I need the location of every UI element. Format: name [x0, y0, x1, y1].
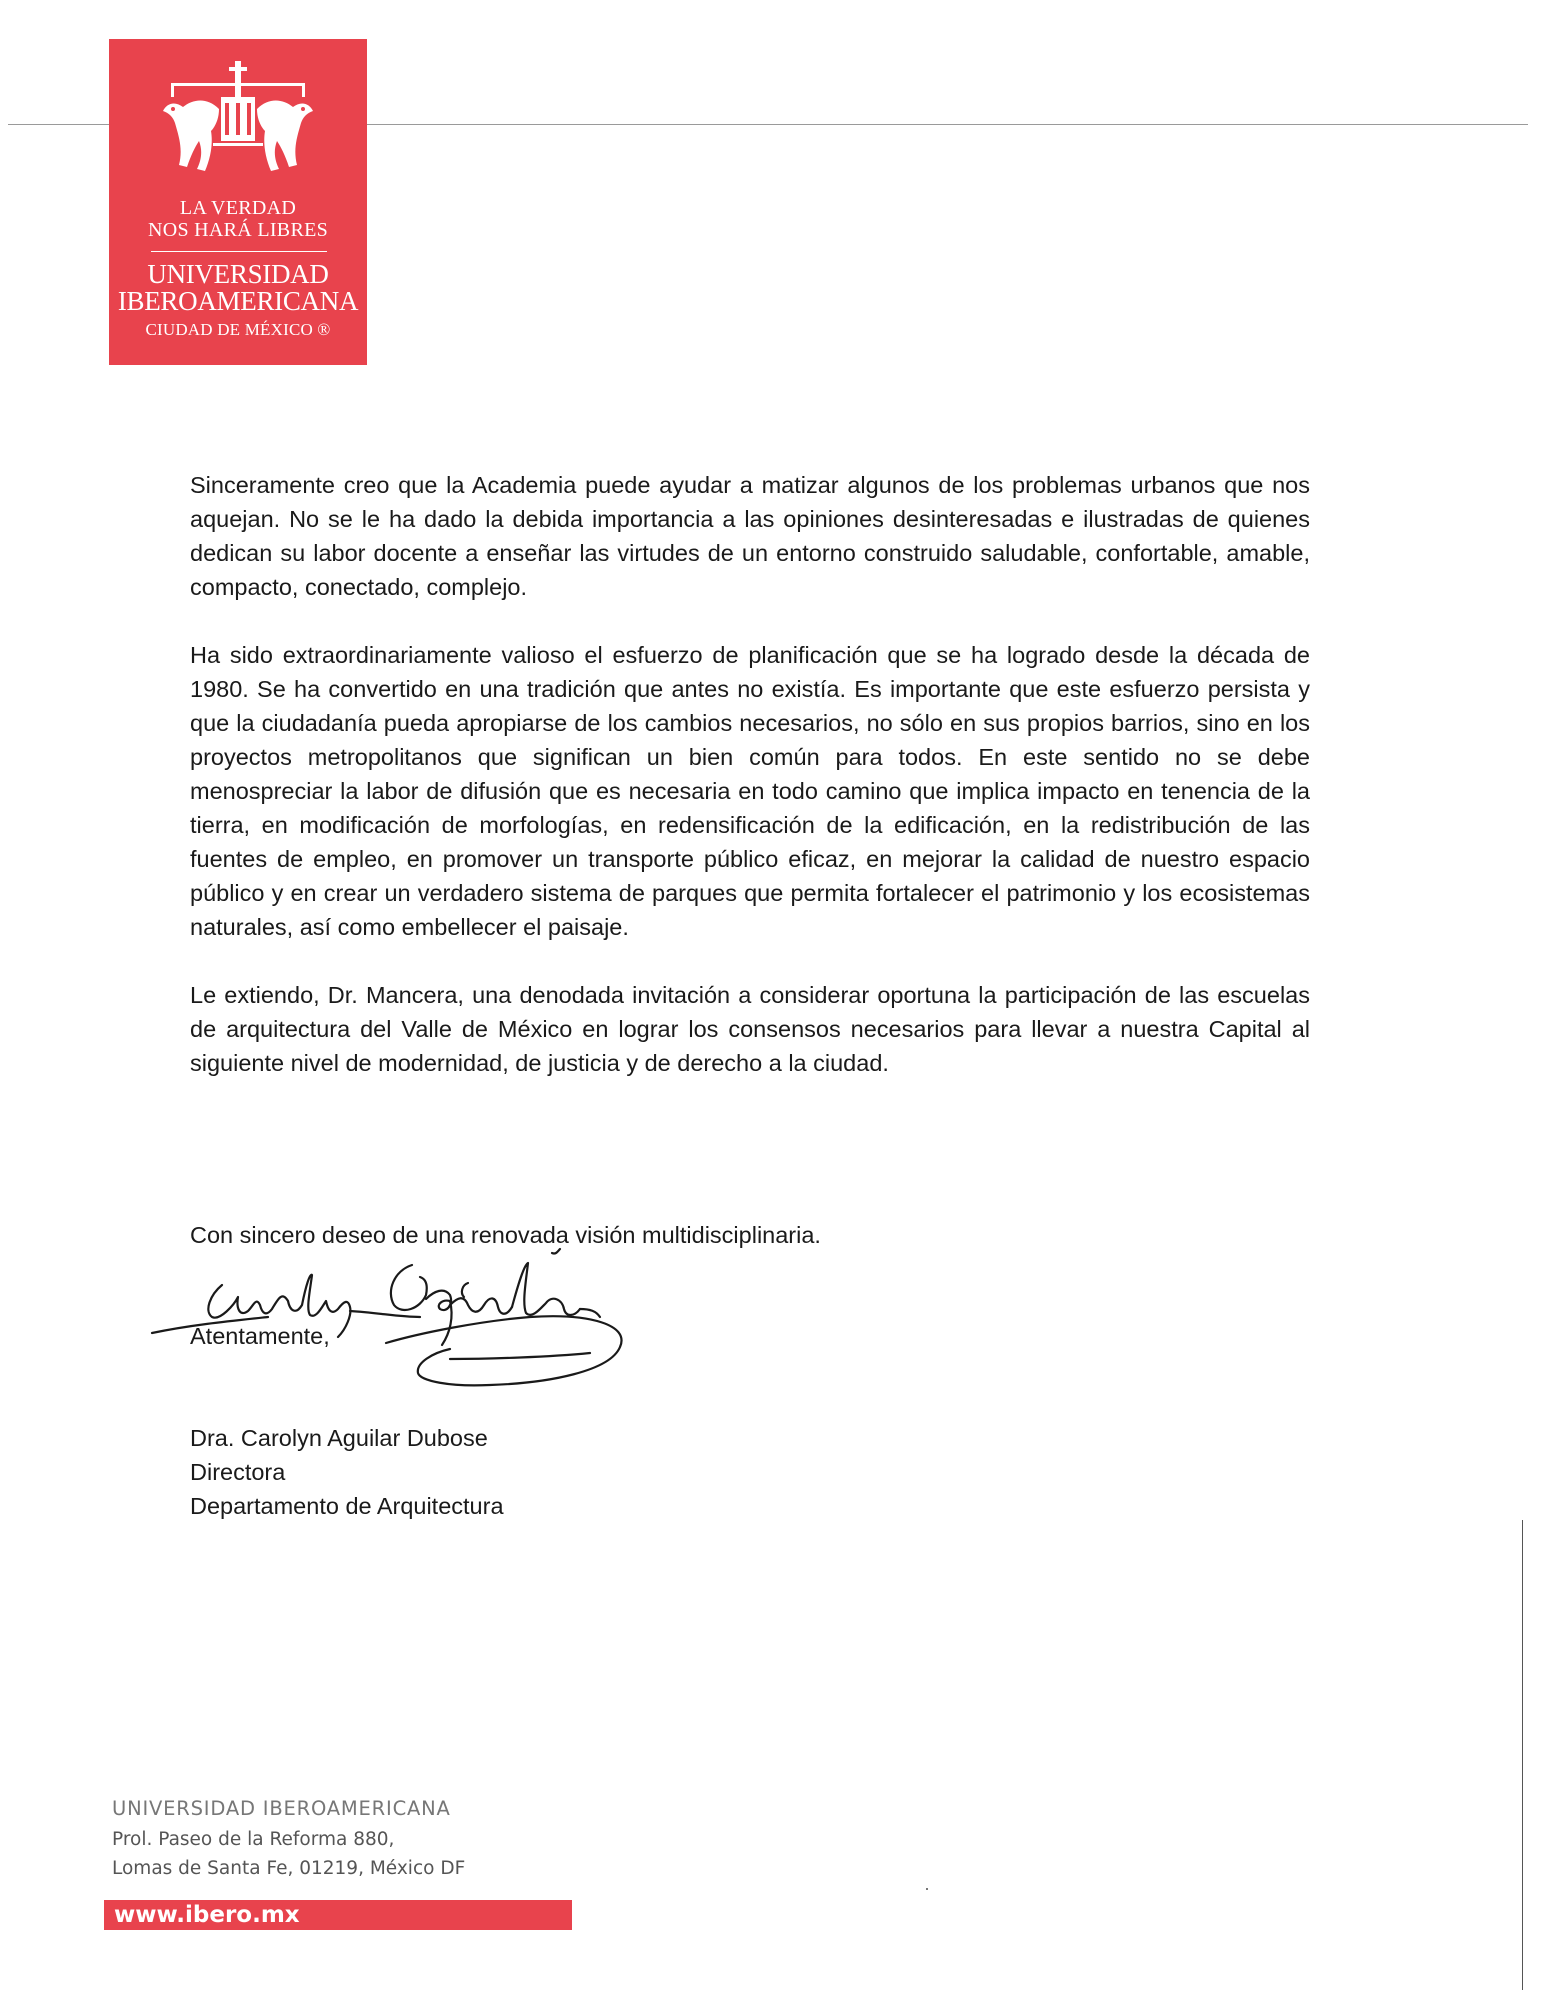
footer-address-line1: Prol. Paseo de la Reforma 880, — [112, 1829, 395, 1850]
footer-website-link[interactable]: www.ibero.mx — [104, 1900, 572, 1930]
footer-address-line2: Lomas de Santa Fe, 01219, México DF — [112, 1858, 466, 1879]
logo-motto-line1: LA VERDAD — [179, 197, 297, 219]
scan-speck — [926, 1888, 928, 1890]
footer-institution: UNIVERSIDAD IBEROAMERICANA — [112, 1797, 451, 1820]
salutation: Atentamente, — [190, 1323, 330, 1349]
closing-wish: Con sincero deseo de una renovada visión multidisciplinaria. — [190, 1222, 821, 1248]
signature-block — [190, 1319, 504, 1523]
paragraph-2: Ha sido extraordinariamente valioso el esfuerzo de planificación que se ha logrado desde la década de 1980. Se ha convertido en una tradición que antes no existía. Es importante que este esfuerzo persista y que la ciudadanía pueda apropiarse de los cambios necesarios, no sólo en sus propios barrios, sino en los proyectos metropolitanos que significan un bien común para todos. En este sentido no se debe menospreciar la labor de difusión que es necesaria en todo camino que implica impacto en tenencia de la tierra, en modificación de morfologías, en redensificación de la edificación, en la redistribución de las fuentes de empleo, en promover un transporte público eficaz, en mejorar la calidad de nuestro espacio público y en crear un verdadero sistema de parques que permita fortalecer el patrimonio y los ecosistemas naturales, así como embellecer el paisaje. — [190, 642, 1310, 940]
letter-body — [190, 468, 1310, 1114]
university-logo — [109, 39, 367, 365]
university-seal-icon — [153, 57, 323, 217]
signatory-name: Dra. Carolyn Aguilar Dubose — [190, 1425, 488, 1451]
logo-motto-line2: NOS HARÁ LIBRES — [147, 219, 329, 241]
logo-university-name-line2: IBEROAMERICANA — [117, 286, 359, 316]
signatory-title: Directora — [190, 1459, 286, 1485]
paragraph-1: Sinceramente creo que la Academia puede ayudar a matizar algunos de los problemas urbanos que nos aquejan. No se le ha dado la debida importancia a las opiniones desinteresadas e ilustradas de quienes dedican su labor docente a enseñar las virtudes de un entorno construido saludable, confortable, amable, compacto, conectado, complejo. — [190, 472, 1310, 600]
logo-city: CIUDAD DE MÉXICO ® — [145, 320, 331, 339]
logo-divider — [151, 251, 327, 252]
signatory-department: Departamento de Arquitectura — [190, 1493, 504, 1519]
paragraph-3: Le extiendo, Dr. Mancera, una denodada invitación a considerar oportuna la participación de las escuelas de arquitectura del Valle de México en lograr los consensos necesarios para llevar a nuestra Capital al siguiente nivel de modernidad, de justicia y de derecho a la ciudad. — [190, 982, 1310, 1076]
margin-rule — [1522, 1520, 1523, 1990]
logo-university-name-line1: UNIVERSIDAD — [147, 259, 329, 289]
